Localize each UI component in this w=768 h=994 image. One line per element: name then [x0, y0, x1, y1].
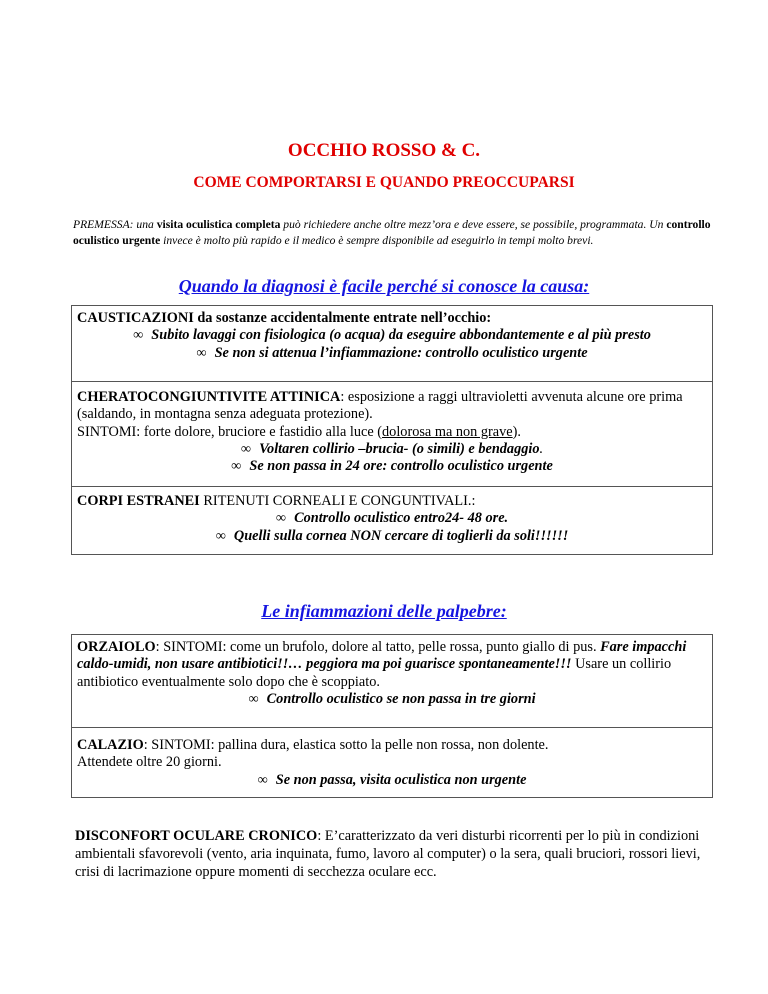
orzaiolo-title: ORZAIOLO: [77, 639, 156, 655]
premessa-emphasis: visita oculistica completa: [156, 218, 281, 231]
section-text: RITENUTI CORNEALI E CONGUNTIVALI.:: [199, 493, 476, 509]
premessa-emphasis: controllo oculistico urgente: [73, 218, 711, 247]
sintomi-text: SINTOMI: forte dolore, bruciore e fastidio alla luce (: [77, 423, 383, 440]
eyelids-box: [71, 634, 713, 798]
bullet-text: Subito lavaggi con fisiologica (o acqua) da eseguire abbondantemente e al più presto: [151, 327, 651, 344]
section-text: Attendete oltre 20 giorni.: [77, 754, 222, 771]
infinity-bullet-icon: ∞: [196, 344, 207, 361]
infinity-bullet-icon: ∞: [133, 327, 144, 344]
bullet-item: [77, 441, 707, 458]
disconfort-title: DISCONFORT OCULARE CRONICO: [75, 828, 318, 844]
cheratocongiuntivite-section: [72, 381, 712, 486]
premessa-text: invece è molto più rapido e il medico è sempre disponibile ad eseguirlo in tempi molto brevi.: [160, 233, 594, 247]
infinity-bullet-icon: ∞: [231, 458, 242, 475]
premessa-text: PREMESSA: una: [73, 218, 157, 231]
cheratocongiuntivite-title: CHERATOCONGIUNTIVITE ATTINICA: [77, 389, 341, 405]
bullet-item: [77, 345, 707, 362]
infinity-bullet-icon: ∞: [257, 771, 268, 788]
infinity-bullet-icon: ∞: [248, 690, 259, 707]
bullet-text: Controllo oculistico se non passa in tre giorni: [266, 690, 536, 707]
premessa-text: può richiedere anche oltre mezz’ora e deve essere, se possibile, programmata. Un: [280, 218, 667, 231]
section-text: : SINTOMI: come un brufolo, dolore al tatto, pelle rossa, punto giallo di pus.: [155, 639, 601, 655]
infinity-bullet-icon: ∞: [240, 440, 252, 457]
bullet-text: Controllo oculistico entro24- 48 ore.: [294, 510, 509, 527]
section-text: Usare un collirio antibiotico eventualmente solo dopo che è scoppiato.: [77, 656, 672, 690]
corpi-estranei-title: CORPI ESTRANEI: [77, 493, 200, 509]
bullet-item: [77, 327, 707, 344]
section-heading-cause-note: Quando la diagnosi è facile perché si conosce la causa:: [178, 276, 590, 296]
bullet-item: [77, 691, 707, 708]
section-text: : esposizione a raggi ultravioletti avvenuta alcune ore prima (saldando, in montagna senza adeguata protezione).: [77, 389, 683, 423]
bullet-item: [77, 510, 707, 527]
disconfort-text: : E’caratterizzato da veri disturbi ricorrenti per lo più in condizioni ambientali sfavorevoli (vento, aria inquinata, fumo, lavoro al computer) o la sera, quali bruciori, rossori lievi, crisi di lacrimazione oppure momenti di secchezza oculare ecc.: [75, 828, 701, 880]
sintomi-underlined: dolorosa ma non grave: [382, 423, 513, 440]
bullet-text: Quelli sulla cornea NON cercare di toglierli da soli!!!!!!: [233, 527, 569, 544]
sintomi-text: ).: [512, 423, 521, 440]
bullet-text: Se non si attenua l’infiammazione: controllo oculistico urgente: [214, 344, 588, 361]
infinity-bullet-icon: ∞: [275, 510, 287, 527]
bullet-item: [77, 772, 707, 789]
bullet-text: Se non passa, visita oculistica non urgente: [275, 771, 527, 788]
premessa-paragraph: [73, 217, 713, 248]
section-emphasis: Fare impacchi caldo-umidi, non usare antibiotici!!… peggiora ma poi guarisce spontaneamente!!!: [77, 639, 687, 673]
causticazioni-title: CAUSTICAZIONI da sostanze accidentalmente entrate nell’occhio:: [77, 310, 492, 326]
bullet-text: Voltaren collirio –brucia- (o simili) e bendaggio: [259, 440, 540, 457]
bullet-item: [77, 528, 707, 545]
bullet-text: Se non passa in 24 ore: controllo oculistico urgente: [249, 458, 553, 475]
calazio-title: CALAZIO: [77, 737, 144, 753]
orzaiolo-section: [72, 635, 712, 727]
section-heading-eyelids: Le infiammazioni delle palpebre:: [261, 601, 507, 621]
corpi-estranei-section: [72, 486, 712, 550]
calazio-section: [72, 727, 712, 794]
page-title: OCCHIO ROSSO & C.: [287, 140, 481, 161]
causticazioni-section: [72, 306, 712, 381]
bullet-text: .: [539, 440, 544, 457]
page-subtitle: COME COMPORTARSI E QUANDO PREOCCUPARSI: [193, 174, 575, 191]
disconfort-paragraph: [75, 827, 715, 881]
section-text: : SINTOMI: pallina dura, elastica sotto la pelle non rossa, non dolente.: [143, 737, 549, 753]
infinity-bullet-icon: ∞: [215, 527, 226, 544]
cause-note-box: [71, 305, 713, 555]
bullet-item: [77, 458, 707, 475]
